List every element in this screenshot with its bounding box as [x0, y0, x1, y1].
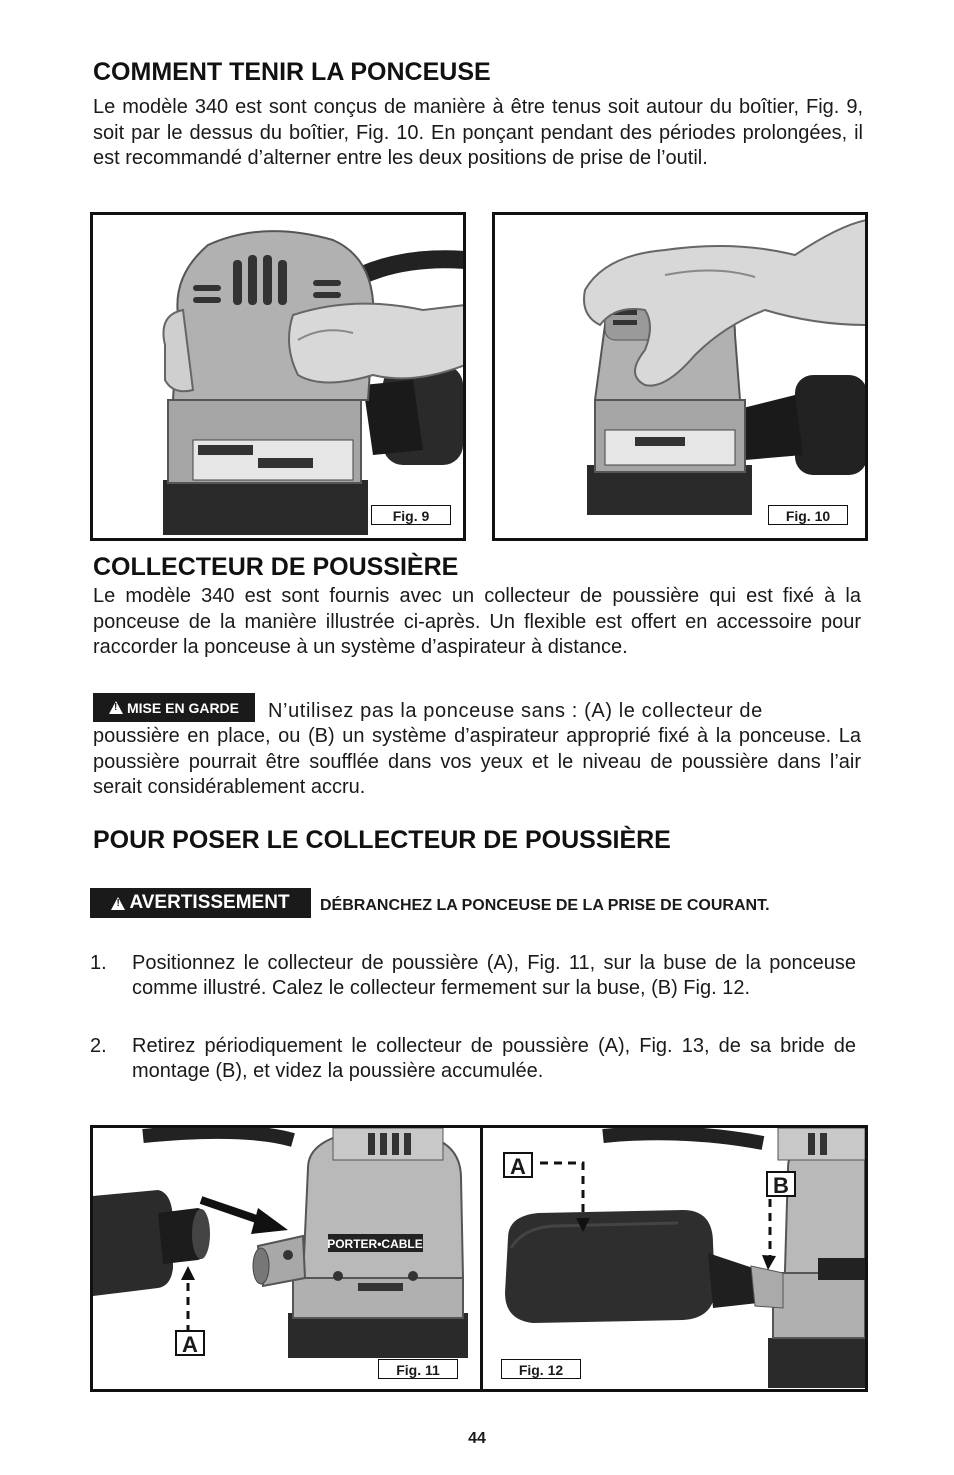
list-item [90, 951, 856, 1031]
caution-badge-text: MISE EN GARDE [126, 699, 239, 716]
list-text: Retirez périodiquement le collecteur de poussière (A), Fig. 13, de sa bride de montage (B), et videz la poussière accumulée. [132, 1035, 856, 1082]
warning-badge [90, 888, 311, 918]
sander-held-from-top-illustration [495, 215, 865, 538]
figure-9-photo [90, 212, 466, 541]
list-number: 1. [90, 952, 107, 974]
heading-holding-sander: COMMENT TENIR LA PONCEUSE [93, 58, 491, 86]
callout-a-fig12: A [503, 1152, 533, 1178]
figure-11-12-photo [90, 1125, 868, 1392]
list-text: Positionnez le collecteur de poussière (A), Fig. 11, sur la buse de la ponceuse comme illustré. Calez le collecteur fermement sur la buse, (B) Fig. 12. [132, 952, 856, 999]
page-number: 44 [468, 1430, 486, 1447]
heading-dust-collector: COLLECTEUR DE POUSSIÈRE [93, 553, 459, 581]
fig-12-label: Fig. 12 [501, 1359, 581, 1379]
list-item [90, 1034, 856, 1089]
caution-text: poussière en place, ou (B) un système d’aspirateur approprié fixé à la ponceuse. La poussière pourrait être soufflée dans vos yeux et le niveau de poussière dans l’air serait considérablement accru. [93, 725, 861, 798]
heading-install-dust-collector: POUR POSER LE COLLECTEUR DE POUSSIÈRE [93, 826, 671, 854]
fig-9-label: Fig. 9 [371, 505, 451, 525]
collector-alignment-illustration [93, 1128, 480, 1389]
figure-10-photo [492, 212, 868, 541]
collector-installed-illustration [483, 1128, 865, 1389]
brand-plate-text: PORTER•CABLE [327, 1237, 423, 1251]
paragraph-dust-collector: Le modèle 340 est sont fournis avec un collecteur de poussière qui est fixé à la ponceuse de la manière illustrée ci-après. Un flexible est offert en accessoire pour raccorder la ponceuse à un système d’aspirateur à distance. [93, 585, 861, 658]
caution-badge [93, 693, 255, 722]
warning-badge-text: AVERTISSEMENT [129, 892, 290, 913]
sander-held-around-body-illustration [93, 215, 463, 538]
callout-b-fig12: B [766, 1171, 796, 1197]
warning-triangle-icon [111, 897, 125, 910]
warning-triangle-icon [109, 701, 123, 714]
paragraph-holding-sander: Le modèle 340 est sont conçus de manière à être tenus soit autour du boîtier, Fig. 9, soit par le dessus du boîtier, Fig. 10. En ponçant pendant des périodes prolongées, il est recommandé d’alterner entre les deux positions de prise de l’outil. [93, 96, 863, 169]
fig-10-label: Fig. 10 [768, 505, 848, 525]
warning-text: DÉBRANCHEZ LA PONCEUSE DE LA PRISE DE COURANT. [320, 897, 770, 914]
caution-first-line: N’utilisez pas la ponceuse sans : (A) le collecteur de [268, 700, 763, 722]
fig-11-label: Fig. 11 [378, 1359, 458, 1379]
callout-a-fig11: A [175, 1330, 205, 1356]
list-number: 2. [90, 1035, 107, 1057]
